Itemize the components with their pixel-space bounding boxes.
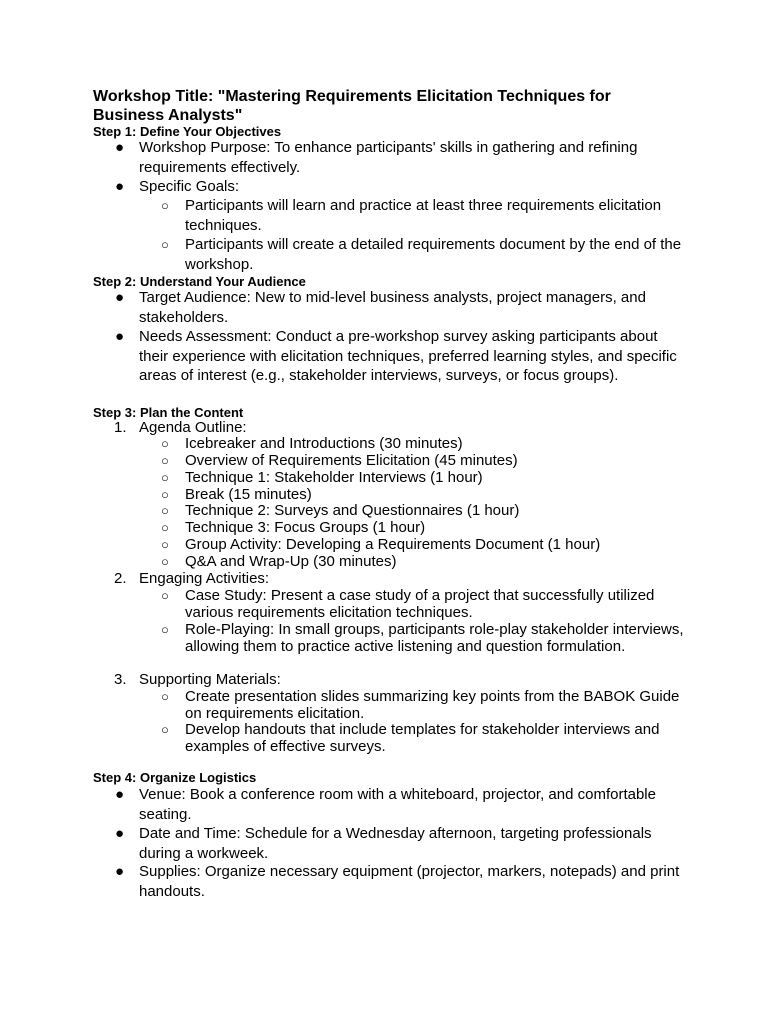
material-text: Create presentation slides summarizing key points from the BABOK Guide on requirements elicitation. [185, 688, 680, 722]
list-item [115, 327, 684, 386]
step-1-heading: Step 1: Define Your Objectives [93, 124, 282, 139]
list-item [161, 621, 684, 655]
list-item [115, 177, 684, 197]
step-2-heading: Step 2: Understand Your Audience [93, 274, 306, 289]
specific-goals-label: Specific Goals: [139, 178, 240, 195]
circle-bullet-icon: ○ [161, 453, 169, 468]
activity-text: Case Study: Present a case study of a project that successfully utilized various requirements elicitation techniques. [185, 587, 655, 621]
circle-bullet-icon: ○ [161, 470, 169, 485]
supplies-text: Supplies: Organize necessary equipment (projector, markers, notepads) and print handouts. [139, 863, 680, 900]
circle-bullet-icon: ○ [161, 588, 169, 603]
list-item [114, 570, 684, 588]
goal-text: Participants will learn and practice at least three requirements elicitation techniques. [185, 197, 662, 234]
agenda-outline-label: Agenda Outline: [139, 419, 247, 436]
workshop-purpose-text: Workshop Purpose: To enhance participants' skills in gathering and refining requirements effectively. [139, 139, 638, 176]
venue-text: Venue: Book a conference room with a whiteboard, projector, and comfortable seating. [139, 786, 656, 823]
material-text: Develop handouts that include templates for stakeholder interviews and examples of effective surveys. [185, 721, 660, 755]
bullet-icon: ● [115, 139, 125, 156]
list-item [161, 721, 684, 755]
circle-bullet-icon: ○ [161, 520, 169, 535]
circle-bullet-icon: ○ [161, 537, 169, 552]
circle-bullet-icon: ○ [161, 487, 169, 502]
list-item [161, 688, 684, 722]
engaging-activities-label: Engaging Activities: [139, 570, 270, 587]
list-item [115, 824, 684, 863]
agenda-item: Overview of Requirements Elicitation (45 minutes) [185, 452, 518, 469]
goal-text: Participants will create a detailed requirements document by the end of the workshop. [185, 236, 682, 273]
list-item [161, 196, 684, 235]
circle-bullet-icon: ○ [161, 237, 169, 252]
agenda-item: Technique 2: Surveys and Questionnaires (1 hour) [185, 502, 520, 519]
circle-bullet-icon: ○ [161, 554, 169, 569]
bullet-icon: ● [115, 825, 125, 842]
list-item [115, 862, 684, 901]
list-number: 2. [114, 570, 127, 587]
bullet-icon: ● [115, 328, 125, 345]
circle-bullet-icon: ○ [161, 503, 169, 518]
list-item [161, 536, 684, 554]
circle-bullet-icon: ○ [161, 622, 169, 637]
circle-bullet-icon: ○ [161, 198, 169, 213]
circle-bullet-icon: ○ [161, 722, 169, 737]
agenda-item: Technique 1: Stakeholder Interviews (1 hour) [185, 469, 483, 486]
list-item [115, 288, 684, 327]
list-number: 1. [114, 419, 127, 436]
workshop-title: Workshop Title: "Mastering Requirements Elicitation Techniques for Business Analysts" [93, 88, 611, 124]
circle-bullet-icon: ○ [161, 689, 169, 704]
list-item [115, 785, 684, 824]
bullet-icon: ● [115, 863, 125, 880]
list-item [161, 502, 684, 520]
step-4-heading: Step 4: Organize Logistics [93, 770, 257, 785]
step-3-heading: Step 3: Plan the Content [93, 405, 244, 420]
list-item [161, 452, 684, 470]
agenda-item: Break (15 minutes) [185, 486, 312, 503]
bullet-icon: ● [115, 178, 125, 195]
list-item [161, 435, 684, 453]
agenda-item: Icebreaker and Introductions (30 minutes) [185, 435, 463, 452]
needs-assessment-text: Needs Assessment: Conduct a pre-workshop survey asking participants about their experience with elicitation techniques, preferred learning styles, and specific areas of interest (e.g., stakeholder interviews, surveys, or focus groups). [139, 328, 677, 384]
bullet-icon: ● [115, 289, 125, 306]
circle-bullet-icon: ○ [161, 436, 169, 451]
target-audience-text: Target Audience: New to mid-level business analysts, project managers, and stakeholders. [139, 289, 646, 326]
supporting-materials-label: Supporting Materials: [139, 671, 281, 688]
list-number: 3. [114, 671, 127, 688]
date-time-text: Date and Time: Schedule for a Wednesday afternoon, targeting professionals during a workweek. [139, 825, 652, 862]
list-item [161, 519, 684, 537]
agenda-item: Technique 3: Focus Groups (1 hour) [185, 519, 426, 536]
list-item [161, 587, 684, 621]
agenda-item: Group Activity: Developing a Requirements Document (1 hour) [185, 536, 601, 553]
list-item [161, 235, 684, 274]
list-item [161, 553, 684, 571]
list-item [115, 138, 684, 177]
activity-text: Role-Playing: In small groups, participants role-play stakeholder interviews, allowing them to practice active listening and question formulation. [185, 621, 684, 655]
agenda-item: Q&A and Wrap-Up (30 minutes) [185, 553, 397, 570]
list-item [161, 469, 684, 487]
bullet-icon: ● [115, 786, 125, 803]
list-item [114, 671, 684, 689]
